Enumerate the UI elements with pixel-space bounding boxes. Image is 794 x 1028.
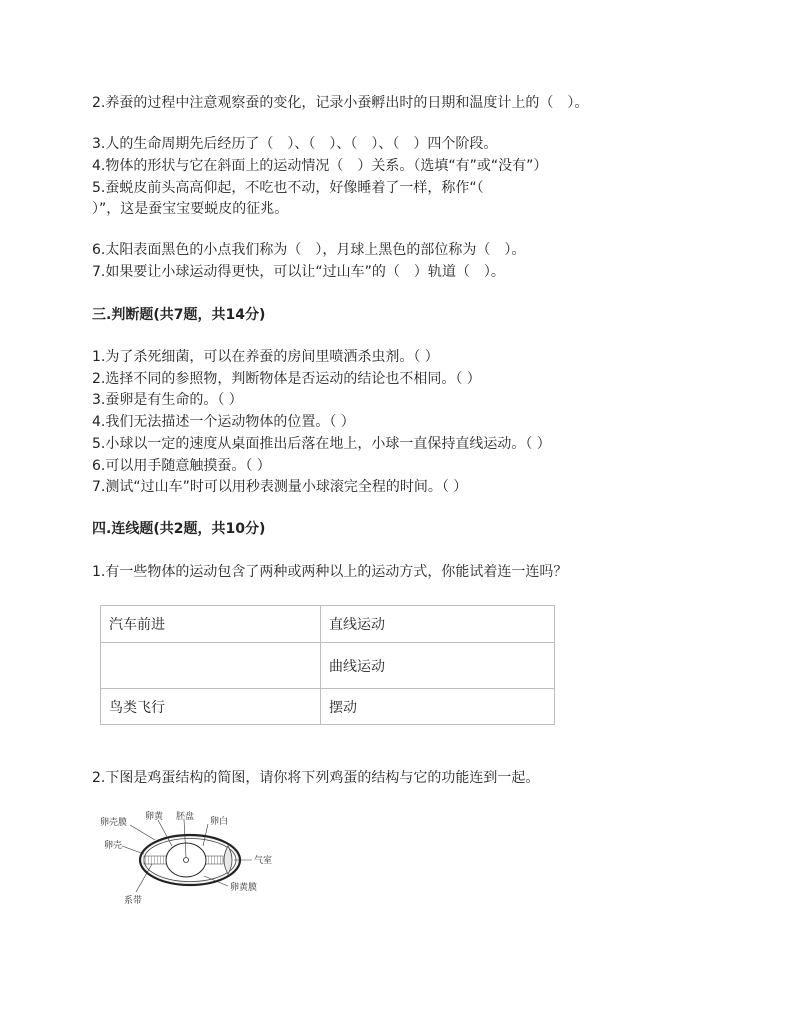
chalaza-right-shape — [205, 856, 223, 864]
fill-question-5-line1: 5.蚕蜕皮前头高高仰起，不吃也不动，好像睡着了一样，称作“（ — [92, 180, 484, 196]
judge-item-7: 7.测试“过山车”时可以用秒表测量小球滚完全程的时间。（ ） — [92, 479, 468, 495]
table-cell: 汽车前进 — [101, 606, 321, 643]
fill-question-7: 7.如果要让小球运动得更快，可以让“过山车”的（ ）轨道（ ）。 — [92, 264, 505, 280]
fill-question-2: 2.养蚕的过程中注意观察蚕的变化，记录小蚕孵出时的日期和温度计上的（ ）。 — [92, 95, 589, 111]
judge-item-1: 1.为了杀死细菌，可以在养蚕的房间里喷洒杀虫剂。（ ） — [92, 349, 439, 365]
label-albumen: 卵白 — [210, 817, 229, 827]
table-cell: 摆动 — [321, 689, 555, 725]
judge-item-2: 2.选择不同的参照物，判断物体是否运动的结论也不相同。（ ） — [92, 371, 481, 387]
label-shell: 卵壳 — [104, 841, 123, 851]
fill-question-6: 6.太阳表面黑色的小点我们称为（ ），月球上黑色的部位称为（ ）。 — [92, 242, 526, 258]
fill-question-3: 3.人的生命周期先后经历了（ ）、（ ）、（ ）、（ ）四个阶段。 — [92, 136, 498, 152]
section-3-title: 三.判断题(共7题，共14分) — [92, 307, 266, 323]
table-row — [101, 606, 555, 643]
judge-item-4: 4.我们无法描述一个运动物体的位置。（ ） — [92, 414, 355, 430]
match-question-1: 1.有一些物体的运动包含了两种或两种以上的运动方式，你能试着连一连吗？ — [92, 564, 568, 580]
judge-item-6: 6.可以用手随意触摸蚕。（ ） — [92, 458, 271, 474]
table-row — [101, 689, 555, 725]
match-table — [100, 605, 555, 725]
fill-question-5-line2: ）”，这是蚕宝宝要蜕皮的征兆。 — [92, 201, 289, 217]
table-row — [101, 643, 555, 689]
judge-item-3: 3.蚕卵是有生命的。（ ） — [92, 392, 243, 408]
label-shell-membrane: 卵壳膜 — [100, 818, 128, 828]
label-chalaza: 系带 — [124, 896, 143, 906]
chalaza-left-shape — [144, 856, 168, 864]
label-air-cell: 气室 — [254, 856, 273, 866]
table-cell: 鸟类飞行 — [101, 689, 321, 725]
label-germinal-disc: 胚盘 — [176, 812, 195, 822]
match-question-2: 2.下图是鸡蛋结构的简图，请你将下列鸡蛋的结构与它的功能连到一起。 — [92, 770, 540, 786]
table-cell: 直线运动 — [321, 606, 555, 643]
table-cell: 曲线运动 — [321, 643, 555, 689]
egg-structure-diagram — [100, 810, 310, 910]
table-cell — [101, 643, 321, 689]
label-yolk: 卵黄 — [145, 812, 164, 822]
judge-item-5: 5.小球以一定的速度从桌面推出后落在地上，小球一直保持直线运动。（ ） — [92, 436, 551, 452]
fill-question-4: 4.物体的形状与它在斜面上的运动情况（ ）关系。（选填“有”或“没有”） — [92, 158, 548, 174]
section-4-title: 四.连线题(共2题，共10分) — [92, 521, 266, 537]
germinal-disc-shape — [184, 858, 189, 863]
label-yolk-membrane: 卵黄膜 — [230, 883, 258, 893]
